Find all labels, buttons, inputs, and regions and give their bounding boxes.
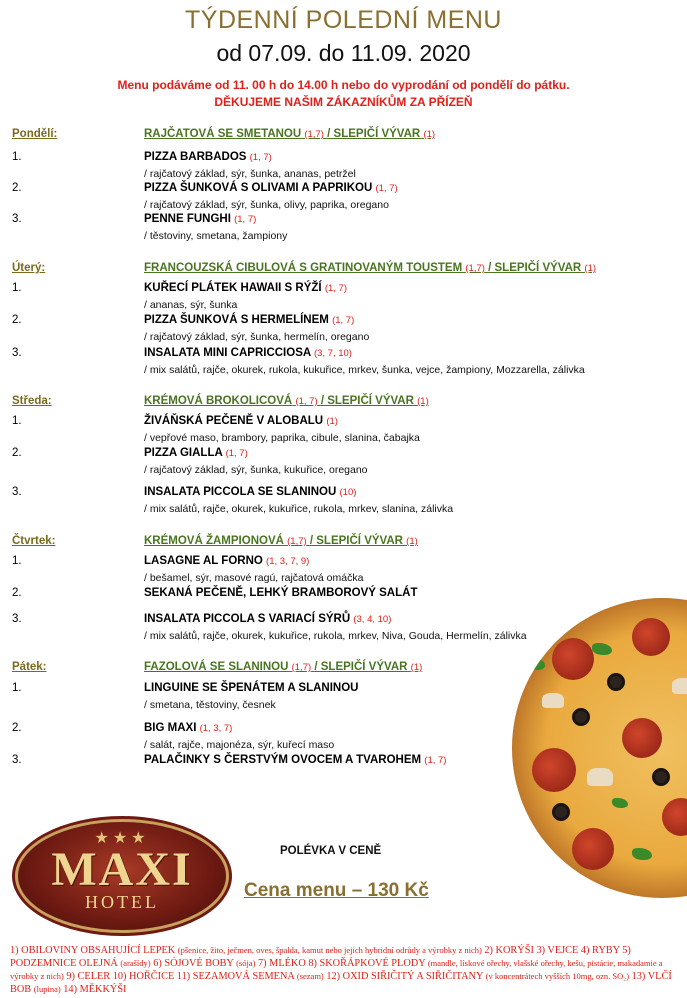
soup-of-day: FRANCOUZSKÁ CIBULOVÁ S GRATINOVANÝM TOUSTEM (1,7) / SLEPIČÍ VÝVAR (1): [144, 262, 597, 274]
logo-name: MAXI: [51, 843, 193, 896]
logo-sub: HOTEL: [85, 892, 159, 912]
menu-title: TÝDENNÍ POLEDNÍ MENU: [185, 6, 502, 34]
soup-of-day: RAJČATOVÁ SE SMETANOU (1,7) / SLEPIČÍ VÝVAR (1): [144, 128, 436, 140]
day-monday: [12, 128, 682, 146]
day-friday: [12, 661, 682, 679]
day-name: Čtvrtek:: [12, 535, 56, 547]
allergens-legend: 1) OBILOVINY OBSAHUJÍCÍ LEPEK (pšenice, žito, ječmen, oves, špalda, kamut nebo jejich hybridní odrůdy a výrobky z nich) 2) KORÝŠI 3) VEJCE 4) RYBY 5) PODZEMNICE OLEJNÁ (arašídy) 6) SÓJOVÉ BOBY (sója) 7) MLÉKO 8) SKOŘÁPKOVÉ PLODY (mandle, lískové ořechy, vlašské ořechy, kešu, pistácie, makadamie a výrobky z nich) 9) CELER 10) HOŘČICE 11) SEZAMOVÁ SEMENA (sezam) 12) OXID SIŘIČITÝ A SIŘIČITANY (v koncentrátech vyšších 10mg, ozn. SO₂) 13) VLČÍ BOB (lupina) 14) MĚKKÝŠI: [10, 945, 672, 995]
hotel-logo: [18, 822, 226, 930]
day-name: Pondělí:: [12, 128, 58, 140]
serving-notice: Menu podáváme od 11. 00 h do 14.00 h nebo do vyprodání od pondělí do pátku.: [117, 78, 570, 92]
soup-included-note: POLÉVKA V CENĚ: [280, 845, 382, 857]
pizza-image: [512, 598, 687, 898]
day-name: Pátek:: [12, 661, 47, 673]
day-name: Středa:: [12, 395, 52, 407]
soup-of-day: KRÉMOVÁ ŽAMPIONOVÁ (1,7) / SLEPIČÍ VÝVAR (1): [144, 535, 418, 547]
soup-of-day: FAZOLOVÁ SE SLANINOU (1,7) / SLEPIČÍ VÝVAR (1): [144, 661, 423, 673]
logo-stars: ★★★: [94, 830, 150, 847]
menu-price: Cena menu – 130 Kč: [244, 880, 429, 901]
day-name: Úterý:: [12, 262, 46, 274]
day-thursday: [12, 535, 682, 553]
soup-of-day: KRÉMOVÁ BROKOLICOVÁ (1, 7) / SLEPIČÍ VÝVAR (1): [144, 395, 429, 407]
day-tuesday: [12, 262, 682, 280]
menu-dates: od 07.09. do 11.09. 2020: [216, 40, 471, 66]
day-wednesday: [12, 395, 682, 413]
thanks-notice: DĚKUJEME NAŠIM ZÁKAZNÍKŮM ZA PŘÍZEŇ: [214, 95, 473, 109]
